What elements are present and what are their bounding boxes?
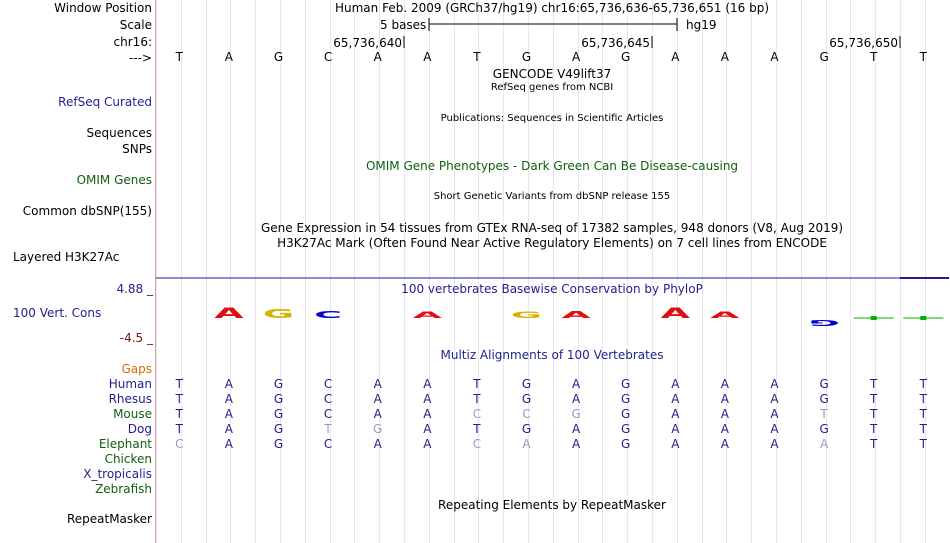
guide-line [305, 0, 306, 543]
scale-value: 5 bases [380, 18, 427, 32]
track-label-gaps[interactable]: Gaps [121, 362, 152, 376]
reference-base: A [770, 50, 779, 64]
reference-base: A [224, 50, 233, 64]
conservation-letter: C [314, 308, 343, 321]
alignment-base: A [770, 407, 779, 421]
alignment-base: G [819, 377, 829, 391]
alignment-base: G [819, 422, 829, 436]
alignment-base: G [621, 437, 631, 451]
alignment-base: A [571, 422, 581, 436]
alignment-base: A [720, 377, 729, 391]
alignment-base: C [522, 407, 531, 421]
track-label-refseq[interactable]: RefSeq Curated [58, 95, 152, 109]
alignment-base: G [273, 422, 284, 436]
track-label-repeatmasker[interactable]: RepeatMasker [66, 512, 152, 526]
guide-line [900, 0, 901, 543]
alignment-base: T [473, 392, 481, 406]
alignment-base: A [373, 437, 382, 451]
alignment-base: A [770, 392, 779, 406]
alignment-base: A [671, 407, 680, 421]
alignment-base: G [621, 392, 631, 406]
alignment-base: A [373, 407, 382, 421]
guide-line [404, 0, 405, 543]
alignment-base: T [870, 392, 878, 406]
guide-line [156, 0, 157, 543]
reference-base: A [423, 50, 432, 64]
refseq-subtitle[interactable]: RefSeq genes from NCBI [490, 82, 614, 93]
species-label[interactable]: Mouse [113, 407, 152, 421]
reference-base: A [671, 50, 680, 64]
alignment-base: A [224, 407, 233, 421]
alignment-base: T [473, 377, 481, 391]
alignment-base: A [224, 377, 233, 391]
conservation-letter: A [214, 304, 244, 322]
alignment-base: A [571, 437, 581, 451]
conservation-letter: A [412, 310, 443, 321]
guide-line [330, 0, 331, 543]
reference-base: A [571, 50, 581, 64]
track-label-snps[interactable]: SNPs [122, 142, 152, 156]
alignment-base: A [522, 437, 531, 451]
guide-line [454, 0, 455, 543]
alignment-base: A [720, 437, 729, 451]
alignment-base: T [175, 392, 183, 406]
alignment-base: T [919, 437, 927, 451]
alignment-base: A [571, 392, 581, 406]
species-label[interactable]: Zebrafish [95, 482, 152, 496]
alignment-base: G [571, 407, 581, 421]
guide-line [677, 0, 678, 543]
coord-tick: 65,736,640 [333, 36, 402, 50]
alignment-base: T [919, 392, 927, 406]
species-label[interactable]: Rhesus [108, 392, 152, 406]
alignment-base: T [820, 407, 828, 421]
repeatmasker-title[interactable]: Repeating Elements by RepeatMasker [438, 498, 666, 512]
reference-base: T [473, 50, 481, 64]
alignment-base: G [373, 422, 383, 436]
alignment-base: A [671, 422, 680, 436]
gencode-title[interactable]: GENCODE V49lift37 [492, 67, 612, 81]
reference-base: G [273, 50, 284, 64]
track-label-conservation[interactable]: 100 Vert. Cons [13, 306, 102, 320]
h3k27ac-title[interactable]: H3K27Ac Mark (Often Found Near Active Regulatory Elements) on 7 cell lines from ENCODE [277, 236, 827, 250]
guide-line [255, 0, 256, 543]
guide-line [826, 0, 827, 543]
alignment-base: A [720, 422, 729, 436]
alignment-base: G [521, 377, 532, 391]
guide-line [652, 0, 653, 543]
alignment-base: G [621, 422, 631, 436]
track-label-sequences[interactable]: Sequences [86, 126, 152, 140]
alignment-base: T [870, 437, 878, 451]
gtex-title[interactable]: Gene Expression in 54 tissues from GTEx RNA-seq of 17382 samples, 948 donors (V8, Aug 2019) [260, 221, 844, 235]
guide-line [726, 0, 727, 543]
guide-line [230, 0, 231, 543]
alignment-base: T [324, 422, 332, 436]
conservation-letter: G [808, 317, 840, 327]
alignment-base: A [720, 392, 729, 406]
alignment-base: A [571, 377, 581, 391]
guide-line [478, 0, 479, 543]
guide-line [925, 0, 926, 543]
alignment-base: A [224, 437, 233, 451]
conservation-title[interactable]: 100 vertebrates Basewise Conservation by PhyloP [401, 282, 703, 296]
alignment-base: C [472, 437, 482, 451]
guide-line [702, 0, 703, 543]
conservation-letter: A [660, 304, 691, 322]
conservation-letter: A [710, 309, 740, 321]
track-label-dbsnp[interactable]: Common dbSNP(155) [22, 204, 152, 218]
alignment-base: A [423, 392, 432, 406]
alignment-base: A [423, 422, 432, 436]
alignment-base: G [521, 392, 532, 406]
guide-line [280, 0, 281, 543]
alignment-base: G [621, 407, 631, 421]
alignment-base: A [373, 392, 382, 406]
alignment-base: A [819, 437, 829, 451]
publications-title[interactable]: Publications: Sequences in Scientific Articles [440, 113, 664, 124]
guide-line [206, 0, 207, 543]
alignment-base: A [671, 392, 680, 406]
multiz-title[interactable]: Multiz Alignments of 100 Vertebrates [440, 348, 664, 362]
alignment-base: T [870, 407, 878, 421]
species-label[interactable]: X_tropicalis [83, 467, 152, 481]
guide-line [850, 0, 851, 543]
alignment-base: A [423, 407, 432, 421]
alignment-base: A [720, 407, 729, 421]
conservation-letter: A [561, 308, 591, 321]
guide-line [429, 0, 430, 543]
guide-line [627, 0, 628, 543]
alignment-base: A [224, 422, 233, 436]
alignment-base: A [423, 377, 432, 391]
species-label[interactable]: Dog [127, 422, 152, 436]
species-label[interactable]: Chicken [104, 452, 152, 466]
coord-tick: 65,736,650 [829, 36, 898, 50]
alignment-base: G [521, 422, 532, 436]
alignment-base: C [472, 407, 482, 421]
alignment-base: A [770, 437, 779, 451]
alignment-base: A [373, 377, 382, 391]
guide-line [379, 0, 380, 543]
alignment-base: A [671, 437, 680, 451]
alignment-base: C [323, 407, 333, 421]
guide-line [751, 0, 752, 543]
guide-line [181, 0, 182, 543]
dbsnp-title[interactable]: Short Genetic Variants from dbSNP release 155 [433, 191, 671, 202]
track-label-omim[interactable]: OMIM Genes [76, 173, 152, 187]
alignment-base: T [919, 422, 927, 436]
conservation-min: -4.5 _ [119, 331, 153, 345]
reference-base: C [323, 50, 333, 64]
conservation-letter: G [262, 306, 295, 321]
guide-line [354, 0, 355, 543]
alignment-base: A [770, 422, 779, 436]
conservation-letter: G [510, 310, 543, 321]
guide-line [801, 0, 802, 543]
reference-base: A [373, 50, 382, 64]
omim-title[interactable]: OMIM Gene Phenotypes - Dark Green Can Be Disease-causing [365, 159, 739, 173]
reference-base: T [175, 50, 183, 64]
alignment-base: G [819, 392, 829, 406]
window-position-label: Window Position [54, 1, 152, 15]
species-label[interactable]: Elephant [98, 437, 152, 451]
alignment-base: T [870, 422, 878, 436]
guide-line [875, 0, 876, 543]
conservation-max: 4.88 _ [116, 282, 153, 296]
alignment-base: G [273, 437, 284, 451]
alignment-base: T [175, 407, 183, 421]
alignment-base: C [175, 437, 184, 451]
alignment-base: G [273, 377, 284, 391]
alignment-base: A [671, 377, 680, 391]
track-label-h3k27ac[interactable]: Layered H3K27Ac [13, 250, 120, 264]
alignment-base: C [323, 437, 333, 451]
species-label[interactable]: Human [108, 377, 152, 391]
alignment-base: T [175, 377, 183, 391]
coord-tick: 65,736,645 [581, 36, 650, 50]
strand-arrow-label[interactable]: ---> [128, 51, 152, 65]
alignment-base: T [473, 422, 481, 436]
scale-assembly: hg19 [686, 18, 717, 32]
alignment-base: T [919, 377, 927, 391]
alignment-base: G [273, 407, 284, 421]
alignment-base: T [919, 407, 927, 421]
alignment-base: A [423, 437, 432, 451]
reference-base: G [819, 50, 829, 64]
alignment-base: A [224, 392, 233, 406]
chrom-label: chr16: [113, 35, 152, 49]
guide-line [776, 0, 777, 543]
alignment-base: C [323, 377, 333, 391]
alignment-base: T [175, 422, 183, 436]
alignment-base: G [273, 392, 284, 406]
window-position-value: Human Feb. 2009 (GRCh37/hg19) chr16:65,736,636-65,736,651 (16 bp) [334, 1, 770, 15]
reference-base: G [521, 50, 532, 64]
scale-label: Scale [119, 18, 152, 32]
reference-base: T [870, 50, 878, 64]
alignment-base: C [323, 392, 333, 406]
alignment-base: T [870, 377, 878, 391]
label-column-border [155, 0, 156, 543]
reference-base: A [720, 50, 729, 64]
reference-base: G [621, 50, 631, 64]
reference-base: T [919, 50, 927, 64]
alignment-base: A [770, 377, 779, 391]
alignment-base: G [621, 377, 631, 391]
